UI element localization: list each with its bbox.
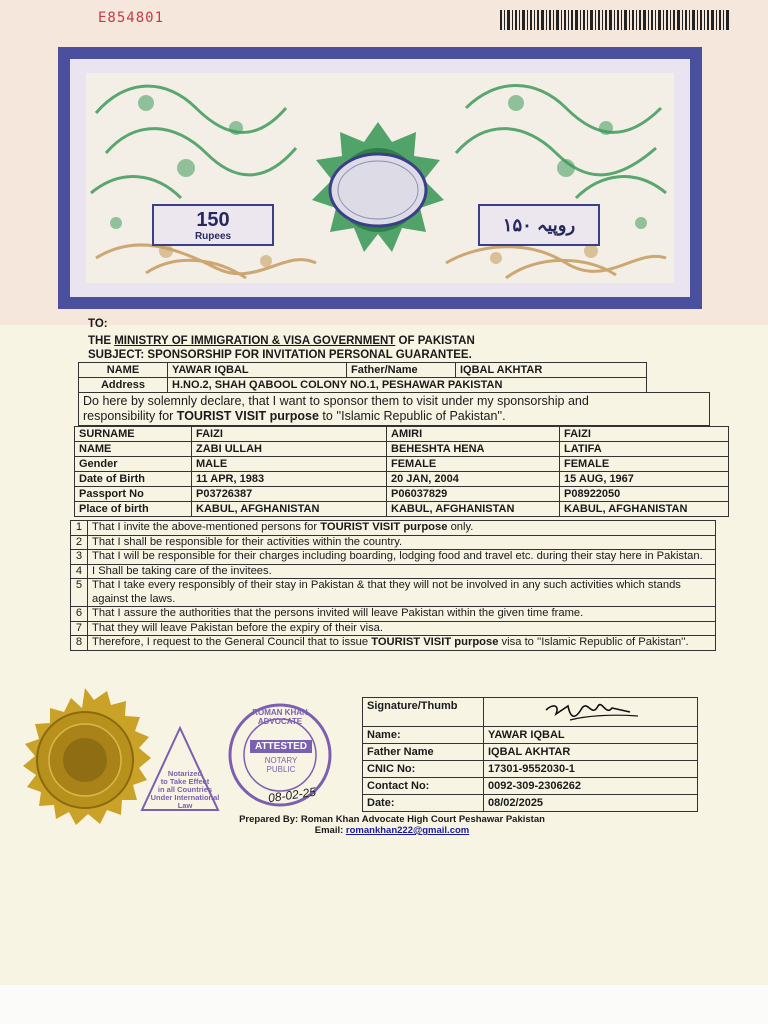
undertaking-number: 5 [71, 579, 88, 607]
undertaking-number: 7 [71, 621, 88, 636]
invitee-row [75, 427, 729, 442]
invitee-field-label: Gender [75, 457, 192, 472]
undertaking-text-part: That I will be responsible for their charges including boarding, lodging food and travel etc. during their stay here in Pakistan. [92, 550, 703, 562]
undertaking-text-part: I Shall be taking care of the invitees. [92, 564, 272, 577]
notary-ring-text: ROMAN KHAN ADVOCATE [252, 708, 308, 726]
sponsor-address: H.NO.2, SHAH QABOOL COLONY NO.1, PESHAWAR PAKISTAN [168, 378, 647, 393]
invitee-value: FEMALE [560, 457, 729, 472]
invitee-value: P06037829 [387, 487, 560, 502]
prepared-by-text: Prepared By: Roman Khan Advocate High Court Peshawar Pakistan [239, 814, 545, 825]
undertaking-text-bold: TOURIST VISIT purpose [371, 636, 499, 648]
addressee-ministry: MINISTRY OF IMMIGRATION & VISA GOVERNMENT [114, 335, 396, 347]
invitee-row [75, 472, 729, 487]
invitee-value: LATIFA [560, 442, 729, 457]
signature-detail-row [363, 778, 698, 795]
undertaking-text-part: That I shall be responsible for their activities within the country. [92, 535, 403, 548]
sponsor-father-label: Father/Name [347, 363, 456, 378]
declaration-line-1: Do here by solemnly declare, that I want to sponsor them to visit under my sponsorship and [83, 394, 589, 408]
addressee-the: THE [88, 335, 111, 347]
serial-number: E854801 [98, 10, 165, 26]
undertaking-text [88, 607, 716, 622]
signature-detail-row [363, 795, 698, 812]
invitee-value: KABUL, AFGHANISTAN [560, 502, 729, 517]
invitee-row [75, 442, 729, 457]
notary-badge-line: in all Countries [157, 785, 213, 794]
attested-label: ATTESTED [250, 740, 312, 753]
undertaking-number: 1 [71, 521, 88, 536]
undertaking-row [71, 579, 716, 607]
signature-detail-label: Father Name [363, 744, 484, 761]
subject-line: SUBJECT: SPONSORSHIP FOR INVITATION PERSONAL GUARANTEE. [88, 349, 472, 361]
signature-detail-value: 0092-309-2306262 [484, 778, 698, 795]
undertaking-number: 4 [71, 564, 88, 579]
undertaking-row [71, 636, 716, 651]
undertaking-text-part: visa to ''Islamic Republic of Pakistan''. [498, 636, 689, 648]
email-label: Email: [314, 825, 344, 836]
undertaking-number: 3 [71, 550, 88, 565]
invitee-row [75, 487, 729, 502]
signature-label: Signature/Thumb [363, 698, 484, 727]
public-label: PUBLIC [266, 765, 296, 774]
declaration-post: to ''Islamic Republic of Pakistan''. [318, 409, 506, 423]
sponsor-name-label: NAME [79, 363, 168, 378]
invitee-value: KABUL, AFGHANISTAN [192, 502, 387, 517]
undertaking-number: 2 [71, 535, 88, 550]
invitee-value: FAIZI [192, 427, 387, 442]
invitee-value: FAIZI [560, 427, 729, 442]
addressee-line [88, 335, 475, 347]
undertaking-text-part: only. [447, 521, 474, 533]
invitee-row [75, 457, 729, 472]
email-link[interactable]: romankhan222@gmail.com [345, 825, 470, 836]
invitees-table [74, 426, 729, 517]
invitee-value: 20 JAN, 2004 [387, 472, 560, 487]
to-line: TO: [88, 318, 108, 330]
addressee-of-pakistan: OF PAKISTAN [398, 335, 475, 347]
undertaking-row [71, 621, 716, 636]
invitee-value: 11 APR, 1983 [192, 472, 387, 487]
notary-badge-line: Law [177, 801, 193, 810]
signature-detail-value: 08/02/2025 [484, 795, 698, 812]
undertaking-row [71, 607, 716, 622]
signature-detail-label: Name: [363, 727, 484, 744]
undertaking-text [88, 621, 716, 636]
undertaking-text-part: That they will leave Pakistan before the expiry of their visa. [92, 621, 384, 634]
undertaking-text [88, 564, 716, 579]
sponsor-father: IQBAL AKHTAR [456, 363, 647, 378]
invitee-value: ZABI ULLAH [192, 442, 387, 457]
undertaking-text [88, 535, 716, 550]
undertaking-row [71, 550, 716, 565]
signature-detail-label: CNIC No: [363, 761, 484, 778]
notary-badge-line: Notarized [167, 769, 203, 778]
undertaking-text-bold: TOURIST VISIT purpose [320, 521, 448, 533]
invitee-value: BEHESHTA HENA [387, 442, 560, 457]
undertaking-text-part: Therefore, I request to the General Council that to issue [92, 636, 372, 648]
undertaking-row [71, 535, 716, 550]
invitee-value: FEMALE [387, 457, 560, 472]
undertaking-text [88, 550, 716, 565]
signature-detail-label: Date: [363, 795, 484, 812]
undertaking-text [88, 579, 716, 607]
denomination-urdu: ۱۵۰ روپیہ [478, 204, 600, 246]
denomination-unit: Rupees [194, 231, 232, 242]
signature-detail-label: Contact No: [363, 778, 484, 795]
denomination-left [152, 204, 274, 246]
undertaking-text-part: That I take every responsibly of their stay in Pakistan & that they will not be involved in any such activities which stands against the laws. [92, 579, 681, 605]
star-emblem-icon [278, 120, 478, 270]
invitee-value: KABUL, AFGHANISTAN [387, 502, 560, 517]
invitee-field-label: Date of Birth [75, 472, 192, 487]
sponsor-name: YAWAR IQBAL [168, 363, 347, 378]
prepared-by-block [212, 814, 572, 836]
declaration-bold: TOURIST VISIT purpose [176, 409, 319, 423]
invitee-value: P08922050 [560, 487, 729, 502]
handwritten-signature-icon [540, 696, 650, 730]
signature-detail-row [363, 761, 698, 778]
undertaking-number: 6 [71, 607, 88, 622]
declaration-pre: responsibility for [83, 409, 177, 423]
notary-label: NOTARY [264, 756, 298, 765]
undertaking-text [88, 521, 716, 536]
undertaking-number: 8 [71, 636, 88, 651]
notary-handwritten-date: 08-02-25 [267, 784, 317, 806]
denomination-value: 150 [196, 209, 230, 231]
invitee-row [75, 502, 729, 517]
notary-badge-line: to Take Effect [160, 777, 210, 786]
notary-badge-line: Under International [150, 793, 220, 802]
invitee-field-label: Passport No [75, 487, 192, 502]
declaration-paragraph [78, 392, 710, 426]
undertaking-row [71, 564, 716, 579]
page-bottom-margin [0, 985, 768, 1024]
declaration-line-2 [83, 409, 705, 424]
email-line [212, 825, 572, 836]
undertaking-row [71, 521, 716, 536]
invitee-value: AMIRI [387, 427, 560, 442]
invitee-value: P03726387 [192, 487, 387, 502]
sponsor-address-label: Address [79, 378, 168, 393]
invitee-field-label: SURNAME [75, 427, 192, 442]
invitee-field-label: Place of birth [75, 502, 192, 517]
signature-detail-value: 17301-9552030-1 [484, 761, 698, 778]
notary-stamp [140, 700, 365, 820]
invitee-field-label: NAME [75, 442, 192, 457]
barcode-icon [500, 10, 730, 30]
undertaking-text-part: That I assure the authorities that the persons invited will leave Pakistan within the given time frame. [92, 607, 584, 619]
invitee-value: 15 AUG, 1967 [560, 472, 729, 487]
signature-detail-value: YAWAR IQBAL [484, 727, 698, 744]
signature-detail-row [363, 744, 698, 761]
undertaking-text [88, 636, 716, 651]
signature-detail-value: IQBAL AKHTAR [484, 744, 698, 761]
undertaking-points-table [70, 520, 716, 651]
sponsor-table [78, 362, 647, 393]
invitee-value: MALE [192, 457, 387, 472]
undertaking-text-part: That I invite the above-mentioned persons for [92, 521, 321, 533]
notary-badge-text [150, 770, 220, 810]
